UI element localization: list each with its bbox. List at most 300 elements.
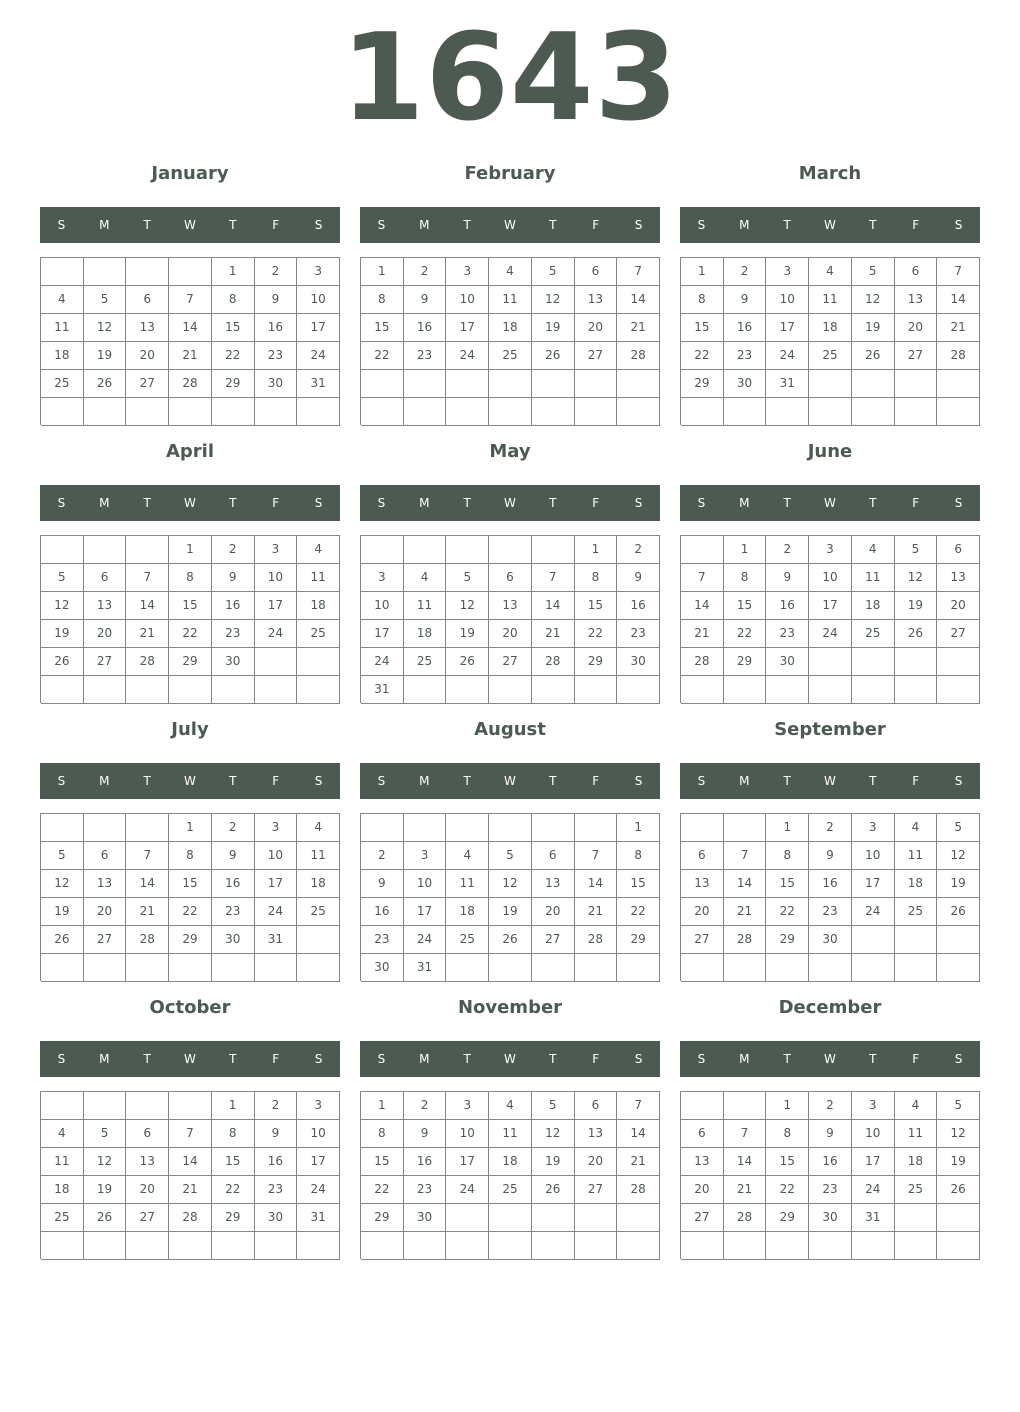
day-cell: 28 xyxy=(617,342,660,370)
day-cell xyxy=(361,1232,404,1260)
day-cell xyxy=(895,926,938,954)
day-cell xyxy=(126,258,169,286)
day-cell: 30 xyxy=(212,926,255,954)
day-grid xyxy=(40,813,340,981)
day-cell xyxy=(404,1232,447,1260)
month-july xyxy=(40,714,340,992)
day-cell: 25 xyxy=(489,1176,532,1204)
day-cell: 25 xyxy=(41,1204,84,1232)
day-cell: 18 xyxy=(489,1148,532,1176)
weekday-label: F xyxy=(912,1052,920,1066)
day-cell: 8 xyxy=(361,1120,404,1148)
day-cell: 12 xyxy=(895,564,938,592)
day-cell: 14 xyxy=(169,1148,212,1176)
day-cell: 20 xyxy=(489,620,532,648)
day-cell: 3 xyxy=(852,814,895,842)
day-cell: 9 xyxy=(724,286,767,314)
day-cell: 19 xyxy=(937,1148,980,1176)
day-cell xyxy=(169,258,212,286)
day-cell: 27 xyxy=(126,370,169,398)
day-cell xyxy=(681,1232,724,1260)
day-cell: 4 xyxy=(895,814,938,842)
day-cell: 28 xyxy=(169,370,212,398)
weekday-label: T xyxy=(229,774,237,788)
day-cell: 18 xyxy=(852,592,895,620)
day-cell: 8 xyxy=(169,564,212,592)
day-cell xyxy=(937,1204,980,1232)
day-cell xyxy=(809,1232,852,1260)
day-cell: 8 xyxy=(212,1120,255,1148)
day-cell xyxy=(361,398,404,426)
day-cell: 25 xyxy=(41,370,84,398)
day-cell: 13 xyxy=(575,286,618,314)
day-cell: 5 xyxy=(895,536,938,564)
day-grid xyxy=(40,1091,340,1259)
day-cell: 5 xyxy=(937,1092,980,1120)
day-cell: 15 xyxy=(617,870,660,898)
weekday-label: S xyxy=(377,496,386,510)
day-cell: 22 xyxy=(212,342,255,370)
weekday-label: T xyxy=(143,218,151,232)
month-september xyxy=(680,714,980,992)
day-cell xyxy=(169,1092,212,1120)
day-cell: 10 xyxy=(297,286,340,314)
day-cell: 14 xyxy=(724,870,767,898)
day-cell xyxy=(852,926,895,954)
weekday-label: T xyxy=(463,1052,471,1066)
day-cell xyxy=(41,1092,84,1120)
day-cell: 30 xyxy=(724,370,767,398)
day-cell: 16 xyxy=(809,1148,852,1176)
day-cell: 4 xyxy=(297,536,340,564)
day-cell: 20 xyxy=(895,314,938,342)
day-cell: 6 xyxy=(575,258,618,286)
day-cell: 1 xyxy=(766,814,809,842)
day-cell: 3 xyxy=(255,536,298,564)
day-cell: 14 xyxy=(724,1148,767,1176)
day-cell: 24 xyxy=(404,926,447,954)
day-cell: 16 xyxy=(404,314,447,342)
day-cell: 22 xyxy=(575,620,618,648)
day-cell: 27 xyxy=(84,926,127,954)
day-cell: 23 xyxy=(255,1176,298,1204)
day-cell: 5 xyxy=(937,814,980,842)
day-cell: 1 xyxy=(575,536,618,564)
day-cell xyxy=(724,814,767,842)
weekday-label: T xyxy=(463,496,471,510)
day-cell: 8 xyxy=(617,842,660,870)
day-cell: 17 xyxy=(361,620,404,648)
day-cell: 15 xyxy=(361,1148,404,1176)
weekday-header xyxy=(360,763,660,799)
day-cell: 11 xyxy=(895,842,938,870)
weekday-label: F xyxy=(912,496,920,510)
day-cell xyxy=(532,676,575,704)
weekday-label: T xyxy=(869,496,877,510)
month-february xyxy=(360,158,660,436)
day-cell: 17 xyxy=(255,870,298,898)
day-cell: 31 xyxy=(297,370,340,398)
day-cell: 8 xyxy=(681,286,724,314)
day-cell xyxy=(212,676,255,704)
day-cell: 9 xyxy=(255,286,298,314)
weekday-label: S xyxy=(57,496,66,510)
day-cell xyxy=(41,954,84,982)
day-cell: 11 xyxy=(41,1148,84,1176)
day-cell: 13 xyxy=(681,1148,724,1176)
day-cell xyxy=(575,814,618,842)
weekday-label: S xyxy=(314,218,323,232)
day-cell: 20 xyxy=(937,592,980,620)
day-cell: 11 xyxy=(41,314,84,342)
day-cell: 9 xyxy=(617,564,660,592)
day-cell xyxy=(895,954,938,982)
day-cell xyxy=(852,370,895,398)
day-cell: 1 xyxy=(617,814,660,842)
day-cell xyxy=(575,398,618,426)
day-cell xyxy=(724,1232,767,1260)
day-cell: 2 xyxy=(361,842,404,870)
weekday-label: W xyxy=(824,496,836,510)
day-cell: 12 xyxy=(84,314,127,342)
day-cell xyxy=(809,676,852,704)
day-cell: 11 xyxy=(297,564,340,592)
day-cell xyxy=(41,676,84,704)
day-cell: 12 xyxy=(532,286,575,314)
day-cell: 12 xyxy=(937,1120,980,1148)
day-cell: 25 xyxy=(895,1176,938,1204)
day-cell: 11 xyxy=(809,286,852,314)
weekday-label: S xyxy=(57,218,66,232)
month-may xyxy=(360,436,660,714)
day-cell: 19 xyxy=(84,342,127,370)
day-cell: 8 xyxy=(766,1120,809,1148)
day-cell xyxy=(617,398,660,426)
day-cell: 20 xyxy=(126,1176,169,1204)
day-cell: 13 xyxy=(937,564,980,592)
weekday-label: T xyxy=(783,774,791,788)
day-cell: 3 xyxy=(255,814,298,842)
day-cell: 7 xyxy=(169,1120,212,1148)
month-december xyxy=(680,992,980,1270)
day-cell: 4 xyxy=(41,286,84,314)
day-cell: 3 xyxy=(446,1092,489,1120)
day-cell: 22 xyxy=(766,898,809,926)
day-cell: 24 xyxy=(297,342,340,370)
day-cell: 30 xyxy=(809,1204,852,1232)
day-cell: 24 xyxy=(852,898,895,926)
day-cell: 26 xyxy=(937,898,980,926)
day-cell: 9 xyxy=(212,564,255,592)
month-october xyxy=(40,992,340,1270)
day-cell xyxy=(532,1204,575,1232)
day-cell xyxy=(84,398,127,426)
month-name: September xyxy=(774,719,886,740)
day-cell xyxy=(446,1204,489,1232)
day-cell: 10 xyxy=(297,1120,340,1148)
day-cell: 16 xyxy=(212,870,255,898)
day-cell: 10 xyxy=(766,286,809,314)
day-cell: 13 xyxy=(895,286,938,314)
day-cell xyxy=(937,676,980,704)
weekday-label: W xyxy=(504,218,516,232)
day-cell: 2 xyxy=(617,536,660,564)
day-cell xyxy=(766,954,809,982)
day-cell: 5 xyxy=(852,258,895,286)
weekday-label: T xyxy=(463,774,471,788)
month-name: August xyxy=(474,719,546,740)
day-cell: 21 xyxy=(937,314,980,342)
weekday-label: S xyxy=(634,496,643,510)
day-cell xyxy=(404,398,447,426)
weekday-label: F xyxy=(592,218,600,232)
day-cell: 8 xyxy=(724,564,767,592)
day-cell: 23 xyxy=(724,342,767,370)
day-cell: 2 xyxy=(212,536,255,564)
day-grid xyxy=(40,535,340,703)
month-name: June xyxy=(807,441,853,462)
day-cell: 9 xyxy=(404,286,447,314)
weekday-label: F xyxy=(912,774,920,788)
day-cell: 6 xyxy=(489,564,532,592)
day-cell: 8 xyxy=(169,842,212,870)
weekday-label: M xyxy=(739,218,750,232)
day-cell: 25 xyxy=(446,926,489,954)
day-cell: 3 xyxy=(446,258,489,286)
day-cell xyxy=(446,954,489,982)
weekday-label: W xyxy=(504,1052,516,1066)
day-cell: 29 xyxy=(169,648,212,676)
day-cell xyxy=(575,954,618,982)
day-cell: 4 xyxy=(489,258,532,286)
day-cell: 1 xyxy=(681,258,724,286)
day-cell: 18 xyxy=(895,870,938,898)
day-cell: 30 xyxy=(617,648,660,676)
day-cell xyxy=(489,370,532,398)
month-name: April xyxy=(165,441,215,462)
weekday-label: T xyxy=(229,496,237,510)
day-cell: 17 xyxy=(446,314,489,342)
day-cell xyxy=(446,398,489,426)
day-cell: 22 xyxy=(724,620,767,648)
day-cell: 16 xyxy=(617,592,660,620)
day-cell: 21 xyxy=(169,1176,212,1204)
day-cell: 23 xyxy=(809,898,852,926)
day-cell: 23 xyxy=(255,342,298,370)
weekday-label: S xyxy=(314,774,323,788)
day-cell: 10 xyxy=(852,842,895,870)
weekday-label: M xyxy=(419,218,430,232)
day-cell: 27 xyxy=(489,648,532,676)
day-cell: 28 xyxy=(937,342,980,370)
day-cell: 14 xyxy=(575,870,618,898)
day-cell: 21 xyxy=(617,314,660,342)
day-grid xyxy=(360,1091,660,1259)
day-cell xyxy=(724,1092,767,1120)
weekday-label: S xyxy=(697,218,706,232)
day-cell: 12 xyxy=(446,592,489,620)
day-cell: 2 xyxy=(255,258,298,286)
day-cell: 9 xyxy=(212,842,255,870)
weekday-header xyxy=(40,485,340,521)
day-cell: 18 xyxy=(41,342,84,370)
day-cell: 11 xyxy=(489,1120,532,1148)
day-cell: 17 xyxy=(766,314,809,342)
day-cell: 6 xyxy=(84,564,127,592)
day-cell: 8 xyxy=(212,286,255,314)
day-cell xyxy=(895,370,938,398)
day-cell: 7 xyxy=(126,842,169,870)
day-cell xyxy=(681,398,724,426)
weekday-label: W xyxy=(824,218,836,232)
day-cell: 20 xyxy=(84,898,127,926)
day-cell: 6 xyxy=(681,1120,724,1148)
day-cell: 1 xyxy=(212,1092,255,1120)
day-cell xyxy=(895,398,938,426)
day-cell: 25 xyxy=(404,648,447,676)
day-cell: 13 xyxy=(575,1120,618,1148)
day-cell: 19 xyxy=(84,1176,127,1204)
day-cell: 14 xyxy=(937,286,980,314)
day-cell: 17 xyxy=(446,1148,489,1176)
day-cell xyxy=(681,954,724,982)
day-cell: 19 xyxy=(852,314,895,342)
day-cell xyxy=(532,1232,575,1260)
day-cell xyxy=(84,258,127,286)
day-cell: 15 xyxy=(575,592,618,620)
day-cell xyxy=(489,1204,532,1232)
weekday-label: S xyxy=(697,496,706,510)
day-cell: 15 xyxy=(766,870,809,898)
day-cell: 22 xyxy=(361,342,404,370)
day-cell: 29 xyxy=(766,926,809,954)
day-cell xyxy=(489,676,532,704)
weekday-label: F xyxy=(272,1052,280,1066)
day-cell: 4 xyxy=(895,1092,938,1120)
day-cell xyxy=(681,536,724,564)
weekday-label: F xyxy=(272,774,280,788)
day-cell: 7 xyxy=(575,842,618,870)
day-cell xyxy=(681,1092,724,1120)
day-cell: 3 xyxy=(404,842,447,870)
day-cell xyxy=(361,536,404,564)
day-cell: 7 xyxy=(617,258,660,286)
day-cell: 16 xyxy=(766,592,809,620)
day-cell: 18 xyxy=(809,314,852,342)
day-cell: 17 xyxy=(255,592,298,620)
weekday-header xyxy=(360,485,660,521)
day-cell: 15 xyxy=(724,592,767,620)
day-cell: 30 xyxy=(361,954,404,982)
day-cell: 12 xyxy=(41,592,84,620)
day-cell: 26 xyxy=(446,648,489,676)
day-cell: 2 xyxy=(404,258,447,286)
day-cell: 25 xyxy=(489,342,532,370)
day-cell xyxy=(212,1232,255,1260)
day-cell xyxy=(617,954,660,982)
weekday-label: S xyxy=(57,774,66,788)
day-cell: 15 xyxy=(361,314,404,342)
day-cell: 21 xyxy=(724,1176,767,1204)
day-cell xyxy=(255,398,298,426)
day-cell: 10 xyxy=(446,286,489,314)
day-cell: 17 xyxy=(404,898,447,926)
day-cell: 29 xyxy=(575,648,618,676)
day-cell xyxy=(84,1092,127,1120)
day-cell: 20 xyxy=(126,342,169,370)
day-cell: 6 xyxy=(126,1120,169,1148)
weekday-header xyxy=(680,207,980,243)
day-cell xyxy=(446,1232,489,1260)
weekday-header xyxy=(360,207,660,243)
day-cell: 14 xyxy=(169,314,212,342)
day-cell: 26 xyxy=(84,1204,127,1232)
day-cell: 12 xyxy=(937,842,980,870)
day-cell xyxy=(575,370,618,398)
day-cell: 1 xyxy=(361,1092,404,1120)
day-cell xyxy=(617,370,660,398)
day-cell: 14 xyxy=(617,286,660,314)
day-cell: 20 xyxy=(681,898,724,926)
day-cell: 23 xyxy=(361,926,404,954)
day-cell xyxy=(255,954,298,982)
day-cell: 10 xyxy=(404,870,447,898)
day-cell: 4 xyxy=(404,564,447,592)
day-cell: 19 xyxy=(937,870,980,898)
weekday-label: M xyxy=(99,774,110,788)
day-cell xyxy=(169,954,212,982)
month-march xyxy=(680,158,980,436)
day-cell: 26 xyxy=(895,620,938,648)
day-cell: 11 xyxy=(489,286,532,314)
day-cell: 5 xyxy=(446,564,489,592)
day-cell: 21 xyxy=(169,342,212,370)
day-cell xyxy=(809,954,852,982)
day-cell xyxy=(895,1232,938,1260)
weekday-label: W xyxy=(184,1052,196,1066)
weekday-label: M xyxy=(419,774,430,788)
day-cell xyxy=(681,814,724,842)
day-cell xyxy=(255,648,298,676)
weekday-label: T xyxy=(869,1052,877,1066)
day-cell: 3 xyxy=(809,536,852,564)
weekday-label: W xyxy=(824,1052,836,1066)
weekday-label: S xyxy=(314,1052,323,1066)
day-cell: 19 xyxy=(446,620,489,648)
weekday-header xyxy=(680,1041,980,1077)
day-cell: 28 xyxy=(532,648,575,676)
day-cell: 5 xyxy=(489,842,532,870)
day-cell xyxy=(41,398,84,426)
day-cell: 28 xyxy=(126,648,169,676)
day-cell: 29 xyxy=(766,1204,809,1232)
day-cell: 7 xyxy=(724,1120,767,1148)
day-cell: 4 xyxy=(297,814,340,842)
day-cell xyxy=(255,1232,298,1260)
day-cell: 7 xyxy=(937,258,980,286)
month-grid xyxy=(40,158,980,1270)
day-cell: 4 xyxy=(446,842,489,870)
day-cell: 6 xyxy=(126,286,169,314)
day-cell xyxy=(724,398,767,426)
day-cell xyxy=(895,1204,938,1232)
day-cell: 22 xyxy=(766,1176,809,1204)
weekday-label: S xyxy=(314,496,323,510)
weekday-label: S xyxy=(377,218,386,232)
day-cell: 31 xyxy=(404,954,447,982)
day-cell: 21 xyxy=(532,620,575,648)
day-cell: 22 xyxy=(361,1176,404,1204)
